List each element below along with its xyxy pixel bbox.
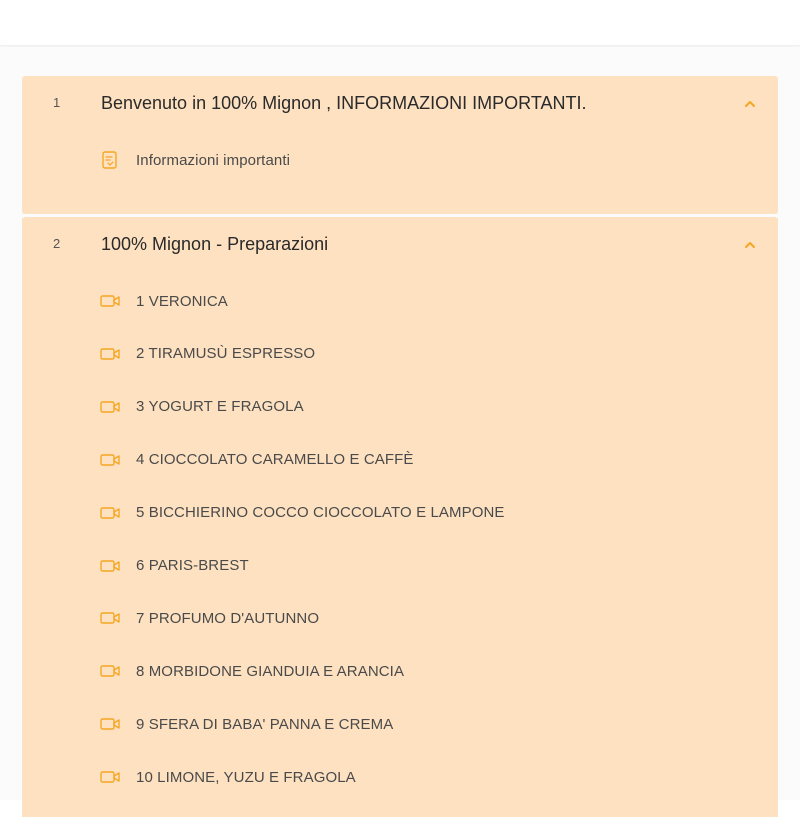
video-icon xyxy=(100,715,122,733)
section-preparazioni xyxy=(22,217,778,817)
video-icon xyxy=(100,662,122,680)
lesson-item[interactable] xyxy=(100,606,319,630)
lesson-item[interactable] xyxy=(100,501,505,525)
lesson-label: 5 BICCHIERINO COCCO CIOCCOLATO E LAMPONE xyxy=(136,504,505,522)
section-title: Benvenuto in 100% Mignon , INFORMAZIONI IMPORTANTI. xyxy=(101,93,587,113)
lesson-label: Informazioni importanti xyxy=(136,151,291,169)
section-number: 1 xyxy=(53,95,61,110)
lesson-item[interactable] xyxy=(100,342,315,366)
lesson-label: 9 SFERA DI BABA' PANNA E CREMA xyxy=(136,715,394,733)
document-icon xyxy=(100,151,122,169)
section-welcome xyxy=(22,76,778,214)
lesson-item[interactable] xyxy=(100,148,290,172)
video-icon xyxy=(100,768,122,786)
video-icon xyxy=(100,451,122,469)
lesson-label: 4 CIOCCOLATO CARAMELLO E CAFFÈ xyxy=(136,451,414,469)
lesson-item[interactable] xyxy=(100,448,414,472)
lesson-label: 6 PARIS-BREST xyxy=(136,557,249,574)
lesson-item[interactable] xyxy=(100,659,404,683)
lesson-item[interactable] xyxy=(100,554,249,578)
lesson-label: 7 PROFUMO D'AUTUNNO xyxy=(136,609,320,627)
lesson-label: 1 VERONICA xyxy=(136,292,228,310)
section-title: 100% Mignon - Preparazioni xyxy=(101,234,329,254)
section-number: 2 xyxy=(53,236,61,251)
lesson-item[interactable] xyxy=(100,289,228,313)
chevron-up-icon[interactable] xyxy=(744,98,756,110)
lesson-item[interactable] xyxy=(100,765,356,789)
video-icon xyxy=(100,398,122,416)
video-icon xyxy=(100,292,122,310)
lesson-item[interactable] xyxy=(100,395,304,419)
lesson-label: 2 TIRAMUSÙ ESPRESSO xyxy=(136,345,316,363)
video-icon xyxy=(100,345,122,363)
video-icon xyxy=(100,504,122,522)
chevron-up-icon[interactable] xyxy=(744,239,756,251)
lesson-label: 3 YOGURT E FRAGOLA xyxy=(136,398,304,416)
lesson-label: 10 LIMONE, YUZU E FRAGOLA xyxy=(136,768,356,786)
top-bar xyxy=(0,0,800,46)
lesson-label: 8 MORBIDONE GIANDUIA E ARANCIA xyxy=(136,662,405,680)
video-icon xyxy=(100,609,122,627)
lesson-item[interactable] xyxy=(100,712,393,736)
video-icon xyxy=(100,557,122,575)
